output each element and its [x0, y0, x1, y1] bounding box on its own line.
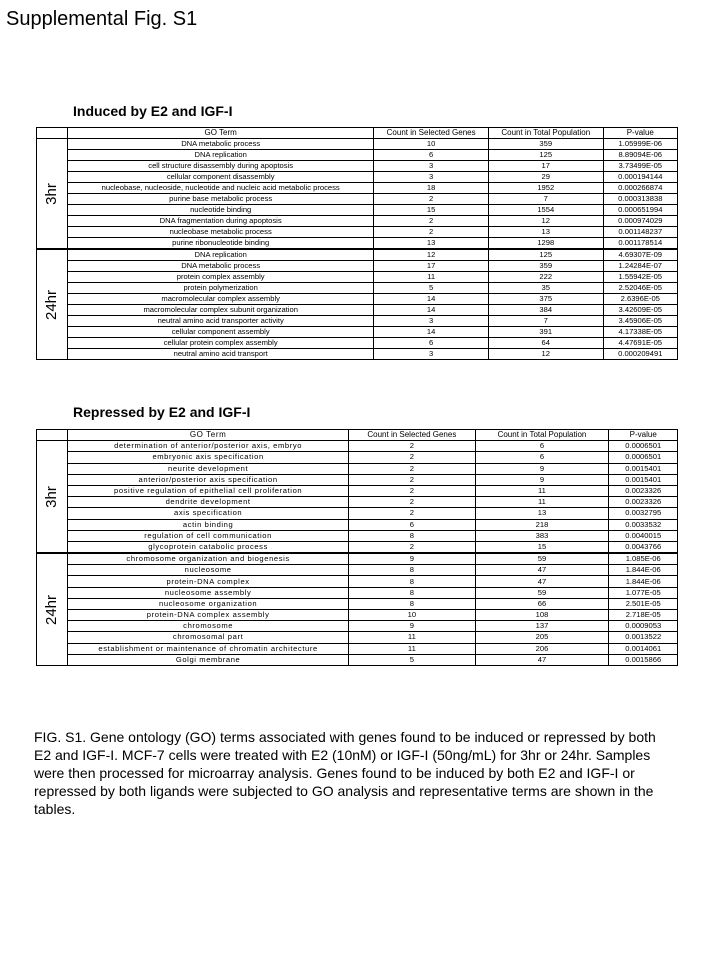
p-value-cell: 0.0043766: [609, 541, 678, 553]
go-table-induced: [36, 127, 678, 360]
total-count-cell: 7: [488, 194, 603, 205]
table-row: [37, 238, 678, 250]
go-term-cell: axis specification: [68, 508, 349, 519]
group-header-cell: [37, 128, 68, 139]
total-count-cell: 218: [475, 519, 609, 530]
selected-count-cell: 11: [349, 632, 475, 643]
selected-count-cell: 10: [374, 139, 489, 150]
p-value-cell: 4.17338E-05: [603, 327, 677, 338]
table-header-row: [37, 430, 678, 441]
table-row: [37, 283, 678, 294]
selected-count-cell: 6: [374, 150, 489, 161]
go-term-cell: dendrite development: [68, 497, 349, 508]
table-row: [37, 249, 678, 261]
p-value-cell: 2.718E-05: [609, 610, 678, 621]
table-row: [37, 205, 678, 216]
selected-count-cell: 8: [349, 576, 475, 587]
go-term-cell: determination of anterior/posterior axis, embryo: [68, 441, 349, 452]
selected-count-cell: 2: [349, 541, 475, 553]
table-row: [37, 349, 678, 360]
selected-count-cell: 14: [374, 294, 489, 305]
p-value-cell: 3.42609E-05: [603, 305, 677, 316]
p-value-cell: 1.24284E-07: [603, 261, 677, 272]
total-count-cell: 64: [488, 338, 603, 349]
table-row: [37, 305, 678, 316]
selected-count-cell: 5: [349, 654, 475, 665]
total-count-cell: 359: [488, 261, 603, 272]
table-row: [37, 643, 678, 654]
p-value-cell: 0.0006501: [609, 452, 678, 463]
p-value-cell: 0.0015866: [609, 654, 678, 665]
total-count-cell: 383: [475, 530, 609, 541]
go-term-cell: chromosome organization and biogenesis: [68, 553, 349, 565]
table-row: [37, 632, 678, 643]
selected-count-cell: 2: [349, 463, 475, 474]
time-group-text: 3hr: [43, 182, 61, 205]
go-term-cell: cellular component disassembly: [68, 172, 374, 183]
p-value-cell: 2.501E-05: [609, 598, 678, 609]
selected-count-cell: 5: [374, 283, 489, 294]
total-count-cell: 47: [475, 654, 609, 665]
go-term-cell: nucleosome organization: [68, 598, 349, 609]
p-value-cell: 0.000974029: [603, 216, 677, 227]
table-row: [37, 610, 678, 621]
table-row: [37, 497, 678, 508]
table-heading-repressed: Repressed by E2 and IGF-I: [73, 404, 251, 420]
go-term-cell: DNA replication: [68, 150, 374, 161]
p-value-cell: 0.0014061: [609, 643, 678, 654]
selected-count-cell: 11: [374, 272, 489, 283]
figure-caption: FIG. S1. Gene ontology (GO) terms associated with genes found to be induced or repressed by both E2 and IGF-I. MCF-7 cells were treated with E2 (10nM) or IGF-I (50ng/mL) for 3hr or 24hr. Samples were then processed for microarray analysis. Genes found to be induced by both E2 and IGF-I or repressed by both ligands were subjected to GO analysis and representative terms are shown in the tables.: [34, 729, 656, 817]
go-term-cell: nucleobase, nucleoside, nucleotide and nucleic acid metabolic process: [68, 183, 374, 194]
go-term-cell: nucleosome: [68, 565, 349, 576]
total-count-cell: 11: [475, 497, 609, 508]
selected-count-cell: 3: [374, 349, 489, 360]
p-value-cell: 0.000651994: [603, 205, 677, 216]
selected-count-cell: 6: [349, 519, 475, 530]
total-count-cell: 47: [475, 565, 609, 576]
selected-count-cell: 13: [374, 238, 489, 250]
p-value-cell: 1.085E-06: [609, 553, 678, 565]
table-row: [37, 508, 678, 519]
table-heading-induced: Induced by E2 and IGF-I: [73, 103, 233, 119]
table-row: [37, 227, 678, 238]
total-count-cell: 12: [488, 349, 603, 360]
total-count-cell: 1952: [488, 183, 603, 194]
total-count-cell: 1554: [488, 205, 603, 216]
table-row: [37, 485, 678, 496]
p-value-cell: 0.000194144: [603, 172, 677, 183]
table-row: [37, 183, 678, 194]
selected-count-cell: 17: [374, 261, 489, 272]
go-term-cell: chromosome: [68, 621, 349, 632]
p-value-cell: 0.0040015: [609, 530, 678, 541]
p-value-cell: 0.000209491: [603, 349, 677, 360]
go-term-cell: DNA fragmentation during apoptosis: [68, 216, 374, 227]
selected-count-cell: 18: [374, 183, 489, 194]
column-header: Count in Total Population: [488, 128, 603, 139]
go-term-cell: nucleotide binding: [68, 205, 374, 216]
selected-count-cell: 3: [374, 172, 489, 183]
go-term-cell: glycoprotein catabolic process: [68, 541, 349, 553]
selected-count-cell: 8: [349, 565, 475, 576]
go-term-cell: protein complex assembly: [68, 272, 374, 283]
table-row: [37, 161, 678, 172]
p-value-cell: 1.844E-06: [609, 576, 678, 587]
time-group-text: 24hr: [43, 289, 61, 320]
total-count-cell: 17: [488, 161, 603, 172]
selected-count-cell: 14: [374, 327, 489, 338]
p-value-cell: 0.0023326: [609, 497, 678, 508]
p-value-cell: 0.000313838: [603, 194, 677, 205]
go-term-cell: macromolecular complex assembly: [68, 294, 374, 305]
selected-count-cell: 2: [374, 227, 489, 238]
selected-count-cell: 2: [374, 216, 489, 227]
selected-count-cell: 3: [374, 161, 489, 172]
go-term-cell: nucleosome assembly: [68, 587, 349, 598]
go-term-cell: DNA metabolic process: [68, 261, 374, 272]
table-row: [37, 338, 678, 349]
p-value-cell: 3.45906E-05: [603, 316, 677, 327]
selected-count-cell: 10: [349, 610, 475, 621]
total-count-cell: 359: [488, 139, 603, 150]
go-term-cell: cellular component assembly: [68, 327, 374, 338]
go-term-cell: anterior/posterior axis specification: [68, 474, 349, 485]
table-row: [37, 139, 678, 150]
table-row: [37, 452, 678, 463]
selected-count-cell: 11: [349, 643, 475, 654]
total-count-cell: 125: [488, 249, 603, 261]
table-header-row: [37, 128, 678, 139]
column-header: Count in Total Population: [475, 430, 609, 441]
selected-count-cell: 9: [349, 621, 475, 632]
selected-count-cell: 3: [374, 316, 489, 327]
selected-count-cell: 2: [374, 194, 489, 205]
selected-count-cell: 8: [349, 587, 475, 598]
go-term-cell: embryonic axis specification: [68, 452, 349, 463]
total-count-cell: 391: [488, 327, 603, 338]
go-term-cell: cell structure disassembly during apoptosis: [68, 161, 374, 172]
table-row: [37, 272, 678, 283]
selected-count-cell: 2: [349, 508, 475, 519]
table-row: [37, 150, 678, 161]
time-group-label: [37, 441, 68, 553]
selected-count-cell: 2: [349, 441, 475, 452]
table-row: [37, 576, 678, 587]
go-term-cell: chromosomal part: [68, 632, 349, 643]
total-count-cell: 205: [475, 632, 609, 643]
p-value-cell: 0.0033532: [609, 519, 678, 530]
total-count-cell: 206: [475, 643, 609, 654]
column-header: P-value: [603, 128, 677, 139]
go-term-cell: neurite development: [68, 463, 349, 474]
go-term-cell: Golgi membrane: [68, 654, 349, 665]
p-value-cell: 4.69307E-09: [603, 249, 677, 261]
go-term-cell: actin binding: [68, 519, 349, 530]
total-count-cell: 9: [475, 474, 609, 485]
table-row: [37, 172, 678, 183]
go-term-cell: cellular protein complex assembly: [68, 338, 374, 349]
total-count-cell: 11: [475, 485, 609, 496]
table-row: [37, 519, 678, 530]
selected-count-cell: 15: [374, 205, 489, 216]
p-value-cell: 1.844E-06: [609, 565, 678, 576]
go-term-cell: nucleobase metabolic process: [68, 227, 374, 238]
table-row: [37, 541, 678, 553]
p-value-cell: 0.0006501: [609, 441, 678, 452]
table-row: [37, 553, 678, 565]
table-row: [37, 294, 678, 305]
go-term-cell: protein-DNA complex: [68, 576, 349, 587]
p-value-cell: 0.0032795: [609, 508, 678, 519]
go-term-cell: regulation of cell communication: [68, 530, 349, 541]
selected-count-cell: 8: [349, 598, 475, 609]
go-term-cell: neutral amino acid transporter activity: [68, 316, 374, 327]
total-count-cell: 375: [488, 294, 603, 305]
total-count-cell: 47: [475, 576, 609, 587]
total-count-cell: 59: [475, 587, 609, 598]
table-row: [37, 441, 678, 452]
p-value-cell: 0.0015401: [609, 463, 678, 474]
selected-count-cell: 2: [349, 485, 475, 496]
go-term-cell: purine base metabolic process: [68, 194, 374, 205]
p-value-cell: 8.89094E-06: [603, 150, 677, 161]
table-row: [37, 530, 678, 541]
go-term-cell: establishment or maintenance of chromatin architecture: [68, 643, 349, 654]
total-count-cell: 66: [475, 598, 609, 609]
p-value-cell: 1.077E-05: [609, 587, 678, 598]
p-value-cell: 4.47691E-05: [603, 338, 677, 349]
total-count-cell: 222: [488, 272, 603, 283]
total-count-cell: 35: [488, 283, 603, 294]
table-row: [37, 654, 678, 665]
p-value-cell: 3.73499E-05: [603, 161, 677, 172]
selected-count-cell: 2: [349, 452, 475, 463]
total-count-cell: 137: [475, 621, 609, 632]
total-count-cell: 12: [488, 216, 603, 227]
go-term-cell: positive regulation of epithelial cell proliferation: [68, 485, 349, 496]
table-row: [37, 261, 678, 272]
table-row: [37, 587, 678, 598]
selected-count-cell: 9: [349, 553, 475, 565]
table-row: [37, 621, 678, 632]
table-row: [37, 216, 678, 227]
go-table-repressed: [36, 429, 678, 666]
column-header: P-value: [609, 430, 678, 441]
table-row: [37, 463, 678, 474]
selected-count-cell: 2: [349, 497, 475, 508]
p-value-cell: 0.001148237: [603, 227, 677, 238]
selected-count-cell: 6: [374, 338, 489, 349]
go-term-cell: protein polymerization: [68, 283, 374, 294]
go-term-cell: purine ribonucleotide binding: [68, 238, 374, 250]
total-count-cell: 9: [475, 463, 609, 474]
p-value-cell: 0.001178514: [603, 238, 677, 250]
go-term-cell: DNA metabolic process: [68, 139, 374, 150]
column-header: GO Term: [68, 128, 374, 139]
p-value-cell: 0.000266874: [603, 183, 677, 194]
group-header-cell: [37, 430, 68, 441]
total-count-cell: 29: [488, 172, 603, 183]
go-term-cell: protein-DNA complex assembly: [68, 610, 349, 621]
go-term-cell: macromolecular complex subunit organization: [68, 305, 374, 316]
total-count-cell: 1298: [488, 238, 603, 250]
selected-count-cell: 12: [374, 249, 489, 261]
table-row: [37, 598, 678, 609]
selected-count-cell: 8: [349, 530, 475, 541]
total-count-cell: 15: [475, 541, 609, 553]
p-value-cell: 2.52046E-05: [603, 283, 677, 294]
total-count-cell: 384: [488, 305, 603, 316]
time-group-text: 24hr: [43, 594, 61, 625]
table-row: [37, 327, 678, 338]
time-group-text: 3hr: [43, 485, 61, 508]
p-value-cell: 0.0013522: [609, 632, 678, 643]
total-count-cell: 125: [488, 150, 603, 161]
column-header: Count in Selected Genes: [374, 128, 489, 139]
total-count-cell: 6: [475, 441, 609, 452]
figure-title: Supplemental Fig. S1: [6, 8, 198, 30]
total-count-cell: 13: [475, 508, 609, 519]
p-value-cell: 0.0015401: [609, 474, 678, 485]
time-group-label: [37, 249, 68, 360]
total-count-cell: 108: [475, 610, 609, 621]
p-value-cell: 1.05999E-06: [603, 139, 677, 150]
total-count-cell: 7: [488, 316, 603, 327]
table-row: [37, 316, 678, 327]
go-term-cell: DNA replication: [68, 249, 374, 261]
time-group-label: [37, 139, 68, 250]
table-row: [37, 194, 678, 205]
table-row: [37, 474, 678, 485]
total-count-cell: 6: [475, 452, 609, 463]
selected-count-cell: 14: [374, 305, 489, 316]
table-row: [37, 565, 678, 576]
p-value-cell: 2.6396E-05: [603, 294, 677, 305]
p-value-cell: 0.0023326: [609, 485, 678, 496]
selected-count-cell: 2: [349, 474, 475, 485]
column-header: Count in Selected Genes: [349, 430, 475, 441]
p-value-cell: 0.0009053: [609, 621, 678, 632]
total-count-cell: 13: [488, 227, 603, 238]
column-header: GO Term: [68, 430, 349, 441]
go-term-cell: neutral amino acid transport: [68, 349, 374, 360]
time-group-label: [37, 553, 68, 665]
total-count-cell: 59: [475, 553, 609, 565]
p-value-cell: 1.55942E-05: [603, 272, 677, 283]
